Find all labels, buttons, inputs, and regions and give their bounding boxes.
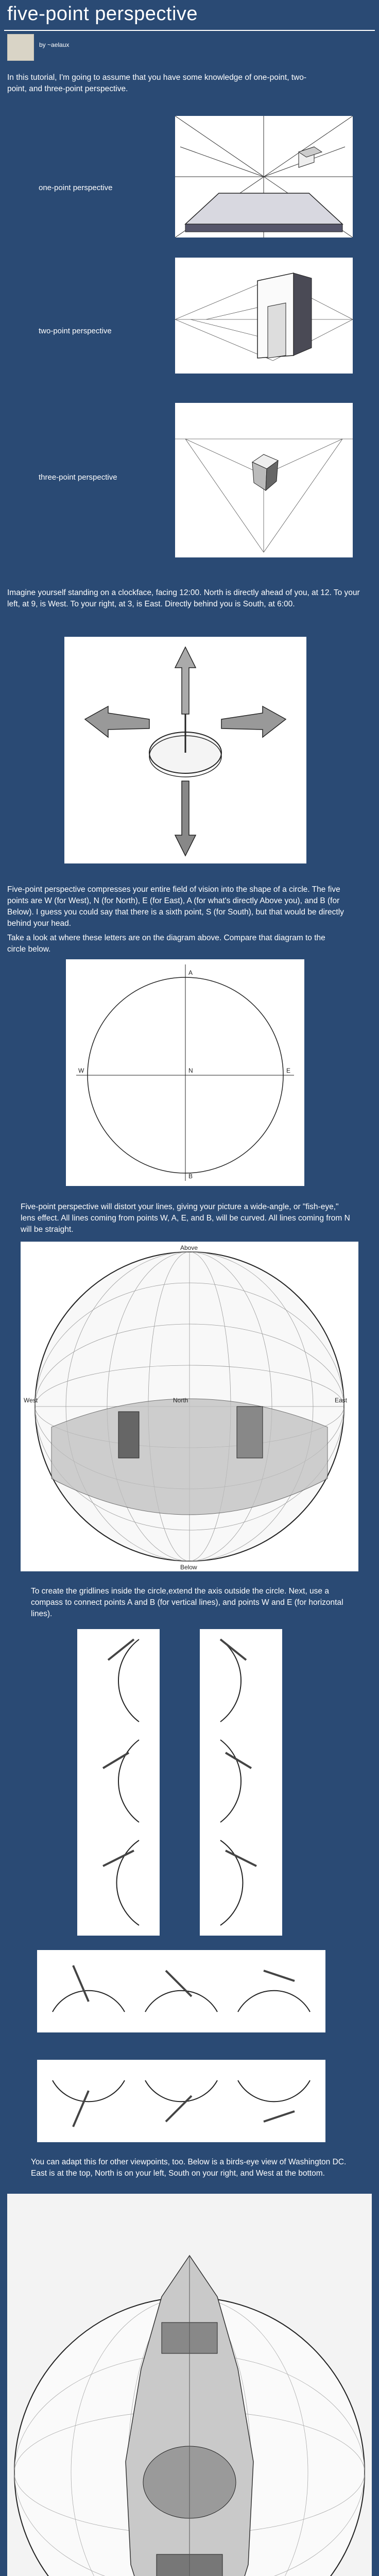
clockface-text: Imagine yourself standing on a clockface, facing 12:00. North is directly ahead of you, at 12. To your left, at 9, is West. To your right, at 3, is East. Directly behind you is South, at 6:00.	[7, 588, 360, 608]
one-point-illustration	[175, 116, 353, 238]
distortion-text: Five-point perspective will distort your lines, giving your picture a wide-angle, or "fish-eye," lens effect. All lines coming from points W, A, E, and B, will be curved. All lines coming from N will be straight.	[21, 1202, 350, 1234]
fisheye-label-west: West	[24, 1397, 38, 1404]
outro-text: You can adapt this for other viewpoints, too. Below is a birds-eye view of Washington DC. East is at the top, North is on your left, South on your right, and West at the bottom.	[31, 2158, 347, 2178]
circle-label-e: E	[286, 1067, 291, 1074]
circle-diagram	[66, 959, 304, 1186]
one-point-label: one-point perspective	[39, 183, 113, 192]
title-divider	[4, 30, 375, 31]
compass-steps-horizontal-bottom	[37, 2060, 325, 2142]
compass-steps-vertical-left	[77, 1629, 160, 1936]
three-point-illustration	[175, 403, 353, 557]
fisheye-label-above: Above	[180, 1244, 198, 1251]
birdseye-illustration	[7, 2194, 372, 2576]
page-title: five-point perspective	[7, 3, 198, 25]
diagram-compare-text: Take a look at where these letters are on the diagram above. Compare that diagram to the circle below.	[7, 934, 325, 954]
two-point-label: two-point perspective	[39, 327, 112, 335]
avatar[interactable]	[7, 34, 34, 61]
gridlines-text: To create the gridlines inside the circle,extend the axis outside the circle. Next, use a compass to connect points A and B (for vertical lines), and points W and E (for horizontal lines).	[31, 1587, 343, 1618]
byline[interactable]: by ~aelaux	[39, 41, 70, 48]
fisheye-label-north: North	[173, 1397, 188, 1404]
fisheye-label-east: East	[335, 1397, 348, 1404]
circle-label-w: W	[78, 1067, 84, 1074]
compass-steps-vertical-right	[200, 1629, 282, 1936]
two-point-illustration	[175, 258, 353, 374]
intro-text: In this tutorial, I'm going to assume that you have some knowledge of one-point, two-point, and three-point perspective.	[7, 73, 307, 93]
five-point-text: Five-point perspective compresses your entire field of vision into the shape of a circle. The five points are W (for West), N (for North), E (for East), A (for what's directly Above you), and B (for Below). I guess you could say that there is a sixth point, S (for South), but that would be directly behind your head.	[7, 885, 344, 928]
compass-steps-horizontal-top	[37, 1950, 325, 2032]
circle-label-n: N	[188, 1067, 193, 1074]
circle-label-b: B	[188, 1173, 193, 1180]
three-point-label: three-point perspective	[39, 473, 117, 482]
compass-illustration	[64, 637, 306, 863]
fisheye-illustration	[21, 1242, 358, 1571]
fisheye-label-below: Below	[180, 1564, 197, 1571]
circle-label-a: A	[188, 969, 193, 976]
